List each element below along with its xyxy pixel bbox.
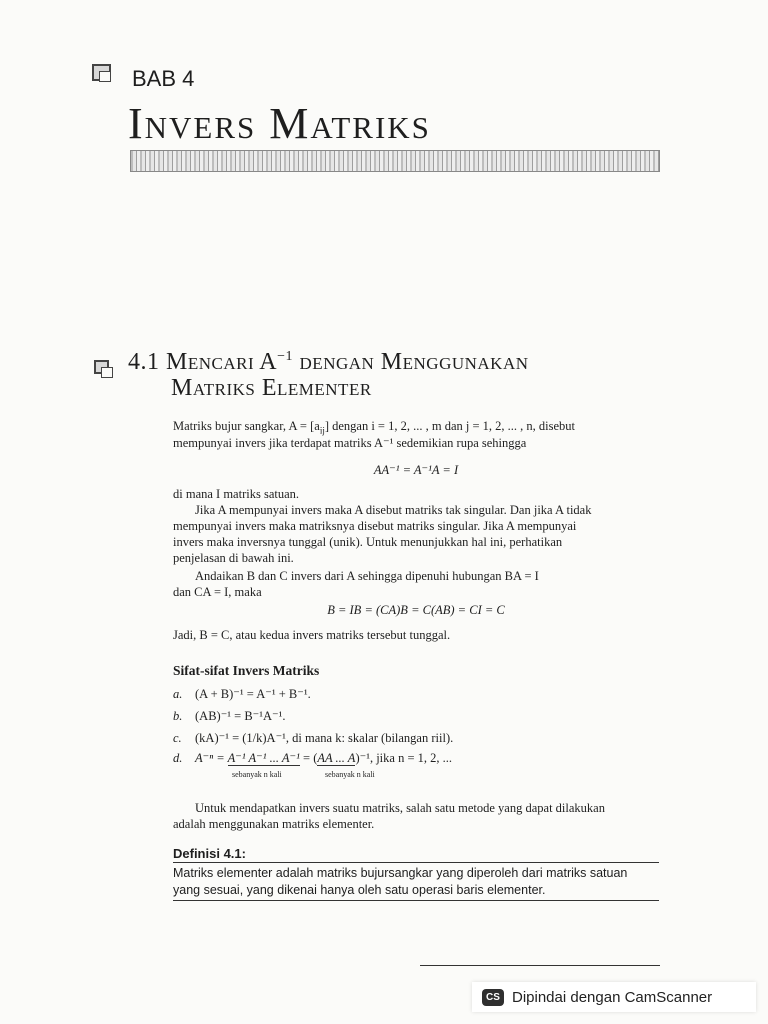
section-bullet-icon <box>94 360 109 374</box>
note-right: sebanyak n kali <box>325 770 375 779</box>
paragraph-line: penjelasan di bawah ini. <box>173 551 294 565</box>
definition-bottom-rule <box>173 900 659 901</box>
definition-heading: Definisi 4.1: <box>173 846 246 861</box>
definition-line: yang sesuai, yang dikenai hanya oleh satu operasi baris elementer. <box>173 883 546 897</box>
section-title: 4.1 Mencari $A^{-1}$ dengan Menggunakan Matriks Elementer <box>128 349 529 401</box>
chapter-bullet-icon <box>92 64 111 81</box>
chapter-label: BAB 4 <box>132 66 195 91</box>
paragraph-line: dan CA = I, maka <box>173 585 262 599</box>
definition-top-rule <box>173 862 659 863</box>
paragraph-line: mempunyai invers maka matriksnya disebut matriks singular. Jika A mempunyai <box>173 519 577 533</box>
property-item: b. (AB)⁻¹ = B⁻¹A⁻¹. <box>173 709 286 723</box>
properties-heading: Sifat-sifat Invers Matriks <box>173 663 320 678</box>
property-item: c. (kA)⁻¹ = (1/k)A⁻¹, di mana k: skalar (bilangan riil). <box>173 731 454 745</box>
paragraph-line: Jika A mempunyai invers maka A disebut matriks tak singular. Dan jika A tidak <box>195 503 592 517</box>
equation-inverse-definition: AA⁻¹ = A⁻¹A = I <box>373 463 459 477</box>
title-decorative-bar <box>130 150 660 172</box>
chapter-title: Invers Matriks <box>128 99 431 148</box>
paragraph-line: mempunyai invers jika terdapat matriks A⁻¹ sedemikian rupa sehingga <box>173 436 527 450</box>
footer-rule <box>420 965 660 966</box>
definition-line: Matriks elementer adalah matriks bujursangkar yang diperoleh dari matriks satuan <box>173 866 628 880</box>
paragraph-line: invers maka inversnya tunggal (unik). Untuk menunjukkan hal ini, perhatikan <box>173 535 563 549</box>
paragraph-line: Jadi, B = C, atau kedua invers matriks tersebut tunggal. <box>173 628 451 642</box>
note-left: sebanyak n kali <box>232 770 282 779</box>
equation-uniqueness: B = IB = (CA)B = C(AB) = CI = C <box>327 603 505 617</box>
paragraph-line: Andaikan B dan C invers dari A sehingga dipenuhi hubungan BA = I <box>195 569 539 583</box>
paragraph-line: adalah menggunakan matriks elementer. <box>173 817 375 831</box>
property-item: d. A⁻ⁿ = A⁻¹ A⁻¹ ... A⁻¹ = (AA ... A)⁻¹, jika n = 1, 2, ... <box>173 751 453 765</box>
camscanner-watermark <box>472 982 756 1012</box>
camscanner-logo-icon: CS <box>482 989 504 1006</box>
paragraph-line: di mana I matriks satuan. <box>173 487 300 501</box>
camscanner-text: Dipindai dengan CamScanner <box>512 988 713 1006</box>
property-item: a. (A + B)⁻¹ = A⁻¹ + B⁻¹. <box>173 687 311 701</box>
paragraph-line: Untuk mendapatkan invers suatu matriks, salah satu metode yang dapat dilakukan <box>195 801 605 815</box>
paragraph-line: Matriks bujur sangkar, $A = [a_{ij}]$ dengan i = 1, 2, ... , m dan j = 1, 2, ... , n, disebut <box>173 419 576 436</box>
